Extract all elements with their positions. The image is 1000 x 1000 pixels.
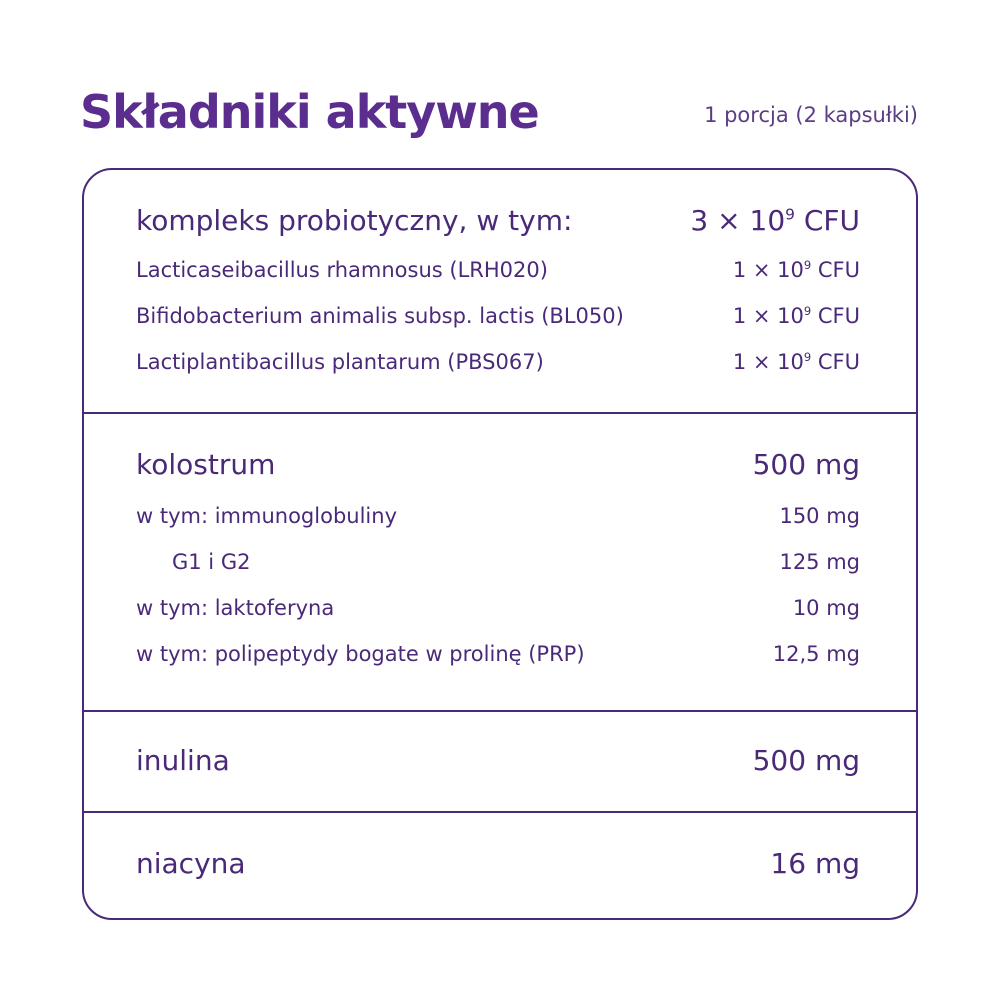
table-row — [136, 642, 860, 666]
ingredient-amount: 125 mg — [779, 550, 860, 574]
ingredient-amount: 12,5 mg — [772, 642, 860, 666]
ingredient-amount: $3 \times 10^9$ CFU — [690, 204, 860, 237]
ingredient-amount: 10 mg — [792, 596, 860, 620]
table-row — [136, 744, 860, 777]
ingredient-name: Lacticaseibacillus rhamnosus (LRH020) — [136, 258, 548, 282]
section-probiotic-complex — [84, 170, 916, 414]
page-title: Składniki aktywne — [80, 85, 539, 139]
ingredient-name: G1 i G2 — [172, 550, 251, 574]
table-row — [136, 550, 860, 574]
ingredients-table — [82, 168, 918, 920]
table-row — [136, 504, 860, 528]
ingredient-name: kompleks probiotyczny, w tym: — [136, 204, 573, 237]
table-row — [136, 304, 860, 328]
table-row — [136, 847, 860, 880]
ingredient-name: Bifidobacterium animalis subsp. lactis (BL050) — [136, 304, 624, 328]
ingredient-name: w tym: laktoferyna — [136, 596, 335, 620]
ingredient-name: Lactiplantibacillus plantarum (PBS067) — [136, 350, 544, 374]
section-niacin — [84, 813, 916, 920]
table-row — [136, 204, 860, 237]
ingredient-amount: 500 mg — [752, 744, 860, 777]
table-row — [136, 258, 860, 282]
ingredient-amount: 16 mg — [770, 847, 860, 880]
ingredient-amount: 500 mg — [752, 448, 860, 481]
ingredient-amount: 150 mg — [779, 504, 860, 528]
table-row — [136, 448, 860, 481]
ingredient-name: w tym: polipeptydy bogate w prolinę (PRP) — [136, 642, 585, 666]
ingredient-name: w tym: immunoglobuliny — [136, 504, 397, 528]
section-inulin — [84, 712, 916, 813]
table-row — [136, 350, 860, 374]
serving-size-label: 1 porcja (2 kapsułki) — [704, 103, 918, 127]
table-row — [136, 596, 860, 620]
section-colostrum — [84, 414, 916, 712]
ingredient-name: kolostrum — [136, 448, 276, 481]
ingredient-amount: $1 \times 10^9$ CFU — [732, 258, 860, 282]
ingredient-amount: $1 \times 10^9$ CFU — [732, 304, 860, 328]
ingredient-amount: $1 \times 10^9$ CFU — [732, 350, 860, 374]
ingredient-name: niacyna — [136, 847, 246, 880]
ingredient-name: inulina — [136, 744, 230, 777]
